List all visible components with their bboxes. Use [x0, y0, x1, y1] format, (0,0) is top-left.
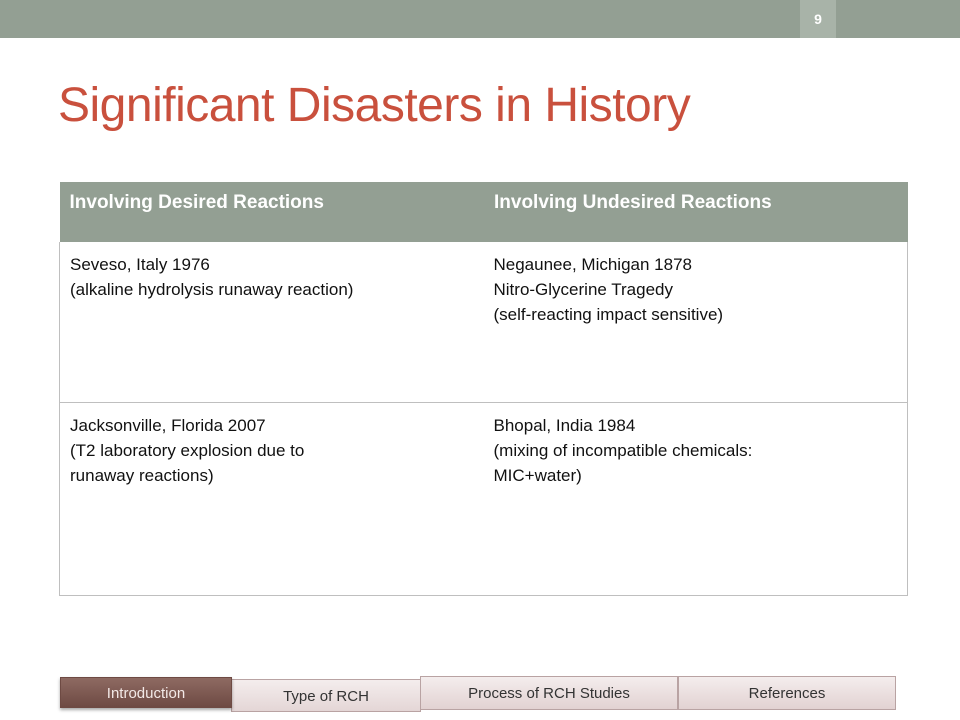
nav-tab-references[interactable]: References — [678, 676, 896, 710]
nav-tab-introduction[interactable]: Introduction — [60, 677, 232, 708]
cell-line: Bhopal, India 1984 — [493, 415, 636, 435]
section-nav — [60, 676, 896, 712]
slide-title: Significant Disasters in History — [58, 79, 691, 132]
column-header-desired: Involving Desired Reactions — [60, 182, 484, 242]
table-header-row — [60, 182, 908, 242]
header-bar — [0, 0, 960, 38]
cell-line: (self-reacting impact sensitive) — [493, 305, 724, 324]
table-cell — [60, 402, 484, 595]
slide-number: 9 — [800, 0, 836, 38]
cell-line: Nitro-Glycerine Tragedy — [493, 280, 674, 299]
table-cell — [484, 402, 908, 595]
disasters-table — [59, 182, 908, 596]
cell-line: MIC+water) — [493, 465, 582, 485]
table-row — [60, 402, 908, 595]
table-row — [60, 242, 908, 402]
cell-line: Jacksonville, Florida 2007 — [70, 415, 266, 435]
cell-line: runaway reactions) — [70, 465, 214, 485]
cell-line: (T2 laboratory explosion due to — [70, 440, 305, 460]
cell-line: Seveso, Italy 1976 — [70, 255, 210, 274]
cell-line: (alkaline hydrolysis runaway reaction) — [70, 280, 354, 299]
cell-line: Negaunee, Michigan 1878 — [493, 255, 692, 274]
column-header-undesired: Involving Undesired Reactions — [484, 182, 908, 242]
nav-tab-process-of-rch-studies[interactable]: Process of RCH Studies — [420, 676, 678, 710]
table-cell — [484, 242, 908, 402]
nav-tab-type-of-rch[interactable]: Type of RCH — [231, 679, 421, 712]
table-cell — [60, 242, 484, 402]
cell-line: (mixing of incompatible chemicals: — [493, 440, 753, 460]
